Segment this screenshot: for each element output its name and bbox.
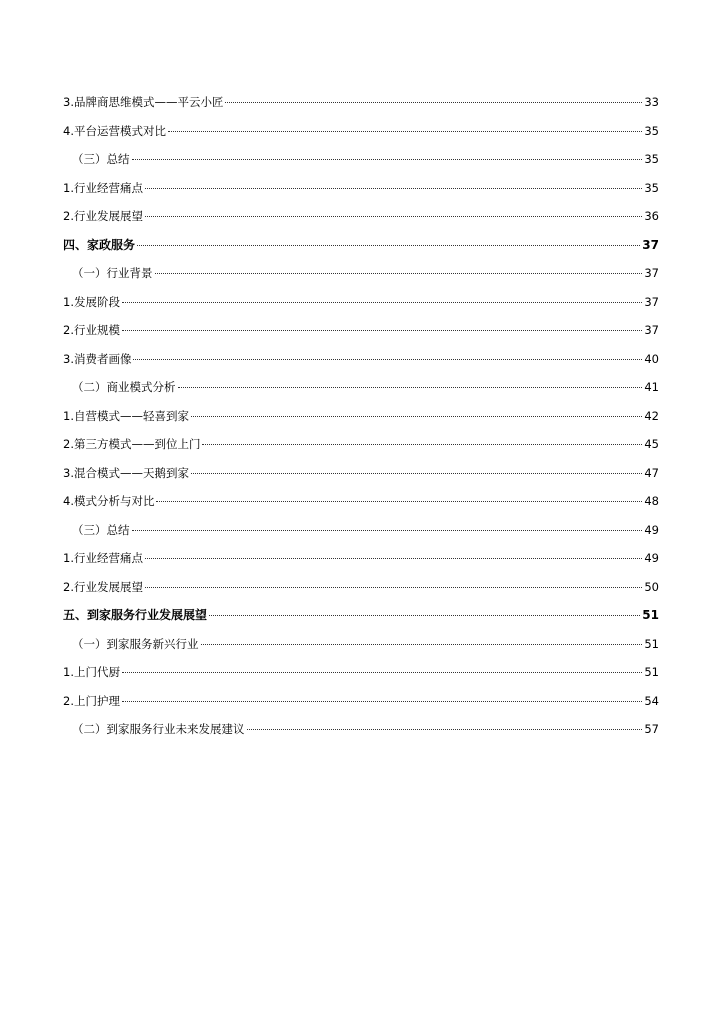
toc-entry-page-number: 49: [644, 551, 659, 565]
toc-entry-page-number: 49: [644, 522, 659, 537]
toc-entry[interactable]: [63, 178, 659, 207]
toc-leader-dots: [155, 273, 643, 274]
toc-entry-title: （一）到家服务新兴行业: [72, 636, 199, 651]
toc-entry-title: 2.上门护理: [63, 693, 120, 708]
toc-entry-page-number: 51: [642, 608, 659, 622]
toc-leader-dots: [201, 644, 643, 645]
toc-entry-page-number: 51: [644, 665, 659, 679]
toc-entry-title: 3.消费者画像: [63, 351, 132, 366]
toc-entry-title: （三）总结: [72, 152, 130, 166]
toc-leader-dots: [133, 359, 642, 360]
toc-leader-dots: [209, 615, 640, 616]
toc-entry-page-number: 51: [644, 636, 659, 651]
toc-entry-title: 1.自营模式——轻喜到家: [63, 408, 189, 423]
toc-entry-page-number: 33: [644, 95, 659, 109]
toc-entry[interactable]: [63, 491, 659, 520]
toc-entry[interactable]: [63, 548, 659, 577]
toc-leader-dots: [247, 729, 643, 730]
toc-entry-page-number: 57: [644, 722, 659, 736]
toc-entry[interactable]: [63, 406, 659, 435]
toc-entry-page-number: 37: [644, 294, 659, 309]
toc-entry-page-number: 35: [644, 152, 659, 166]
toc-leader-dots: [191, 473, 642, 474]
toc-entry-title: （三）总结: [72, 522, 130, 537]
toc-entry-title: 2.第三方模式——到位上门: [63, 437, 201, 451]
toc-entry[interactable]: [63, 263, 659, 292]
toc-entry-page-number: 45: [644, 437, 659, 451]
toc-entry[interactable]: [63, 349, 659, 378]
toc-entry-title: 3.品牌商思维模式——平云小匠: [63, 95, 224, 109]
toc-leader-dots: [145, 188, 642, 189]
toc-entry[interactable]: [63, 662, 659, 691]
toc-entry-title: 1.行业经营痛点: [63, 551, 143, 565]
toc-entry-title: 3.混合模式——天鹅到家: [63, 465, 189, 480]
toc-leader-dots: [178, 387, 643, 388]
toc-entry[interactable]: [63, 235, 659, 264]
toc-entry-page-number: 35: [644, 123, 659, 138]
toc-entry[interactable]: [63, 434, 659, 463]
toc-leader-dots: [122, 302, 642, 303]
toc-entry[interactable]: [63, 634, 659, 663]
toc-entry-page-number: 48: [644, 494, 659, 508]
toc-leader-dots: [191, 416, 642, 417]
toc-entry[interactable]: [63, 121, 659, 150]
toc-entry-page-number: 36: [644, 209, 659, 223]
toc-entry-page-number: 37: [642, 237, 659, 252]
toc-entry-title: 1.发展阶段: [63, 294, 120, 309]
toc-entry-page-number: 37: [644, 323, 659, 337]
toc-entry-page-number: 35: [644, 180, 659, 195]
toc-leader-dots: [122, 330, 642, 331]
toc-leader-dots: [202, 444, 642, 445]
toc-entry[interactable]: [63, 605, 659, 634]
toc-entry[interactable]: [63, 320, 659, 349]
toc-entry-page-number: 47: [644, 465, 659, 480]
toc-entry[interactable]: [63, 463, 659, 492]
toc-entry-page-number: 40: [644, 351, 659, 366]
toc-entry-page-number: 42: [644, 408, 659, 423]
toc-leader-dots: [145, 558, 642, 559]
toc-leader-dots: [225, 102, 642, 103]
toc-entry-page-number: 41: [644, 380, 659, 394]
toc-leader-dots: [122, 701, 642, 702]
toc-entry-title: （一）行业背景: [72, 266, 153, 280]
toc-leader-dots: [168, 131, 642, 132]
toc-entry-page-number: 37: [644, 266, 659, 280]
toc-entry-title: 2.行业发展展望: [63, 209, 143, 223]
toc-leader-dots: [156, 501, 642, 502]
toc-leader-dots: [137, 245, 640, 246]
toc-entry-title: 1.上门代厨: [63, 665, 120, 679]
table-of-contents: [63, 92, 659, 748]
toc-leader-dots: [145, 587, 642, 588]
toc-entry[interactable]: [63, 377, 659, 406]
toc-leader-dots: [132, 530, 643, 531]
toc-entry[interactable]: [63, 206, 659, 235]
toc-entry[interactable]: [63, 149, 659, 178]
toc-entry-title: 2.行业发展展望: [63, 579, 143, 594]
toc-entry-page-number: 50: [644, 579, 659, 594]
toc-entry[interactable]: [63, 92, 659, 121]
toc-entry[interactable]: [63, 292, 659, 321]
toc-leader-dots: [122, 672, 642, 673]
toc-entry-title: （二）到家服务行业未来发展建议: [72, 722, 245, 736]
toc-entry[interactable]: [63, 691, 659, 720]
toc-entry[interactable]: [63, 577, 659, 606]
toc-entry-title: 4.平台运营模式对比: [63, 123, 166, 138]
toc-entry-page-number: 54: [644, 693, 659, 708]
toc-entry-title: （二）商业模式分析: [72, 380, 176, 394]
toc-entry-title: 4.模式分析与对比: [63, 494, 155, 508]
toc-entry-title: 1.行业经营痛点: [63, 180, 143, 195]
toc-entry[interactable]: [63, 520, 659, 549]
toc-entry-title: 五、到家服务行业发展展望: [63, 608, 208, 622]
toc-entry-title: 2.行业规模: [63, 323, 120, 337]
toc-leader-dots: [145, 216, 642, 217]
toc-leader-dots: [132, 159, 643, 160]
toc-entry-title: 四、家政服务: [63, 237, 136, 252]
toc-entry[interactable]: [63, 719, 659, 748]
